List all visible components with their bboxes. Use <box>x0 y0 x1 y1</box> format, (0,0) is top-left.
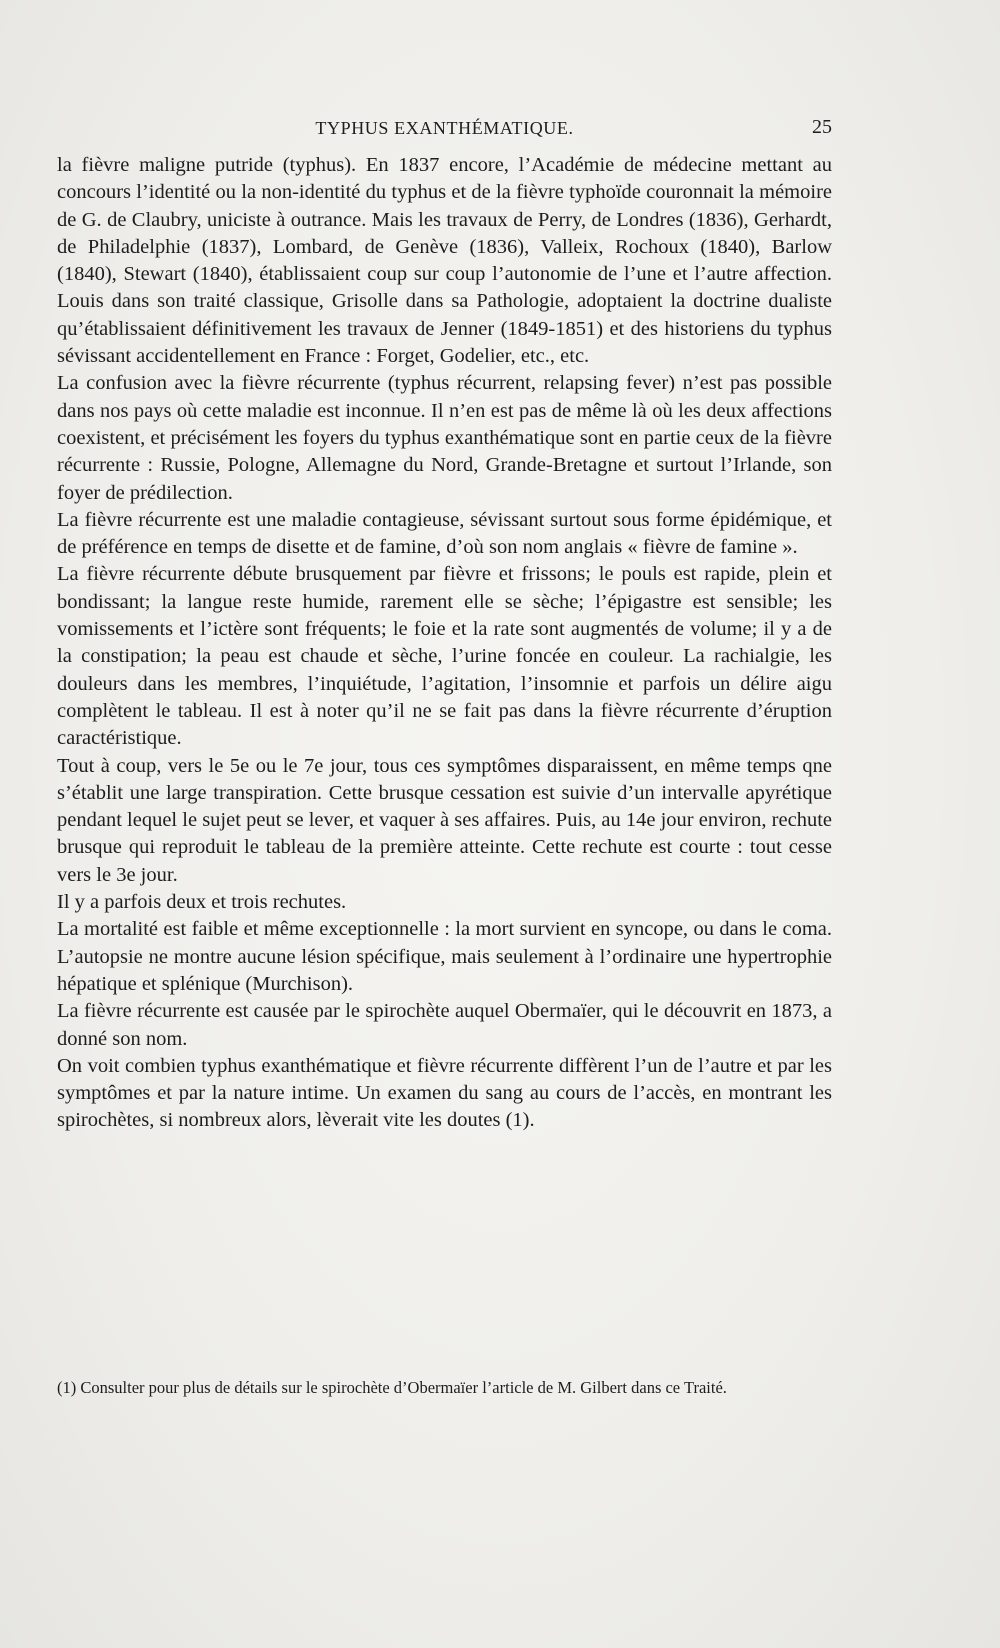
paragraph-3: La fièvre récurrente est une maladie contagieuse, sévissant surtout sous forme épidémique, et de préférence en temps de disette et de famine, d’où son nom anglais « fièvre de famine ». <box>57 508 832 559</box>
paragraph-4: La fièvre récurrente débute brusquement par fièvre et frissons; le pouls est rapide, plein et bondissant; la langue reste humide, rarement elle se sèche; l’épigastre est sensible; les vomissements et l’ictère sont fréquents; le foie et la rate sont augmentés de volume; il y a de la constipation; la peau est chaude et sèche, l’urine foncée en couleur. La rachialgie, les douleurs dans les membres, l’inquiétude, l’agitation, l’insomnie et parfois un délire aigu complètent le tableau. Il est à noter qu’il ne se fait pas dans la fièvre récurrente d’éruption caractéristique. <box>57 563 832 750</box>
paragraph-8: La fièvre récurrente est causée par le spirochète auquel Obermaïer, qui le découvrit en 1873, a donné son nom. <box>57 1000 832 1050</box>
paragraph-5: Tout à coup, vers le 5e ou le 7e jour, tous ces symptômes disparaissent, en même temps qne s’établit une large transpiration. Cette brusque cessation est suivie d’un intervalle apyrétique pendant lequel le sujet peut se lever, et vaquer à ses affaires. Puis, au 14e jour environ, rechute brusque qui reproduit le tableau de la première atteinte. Cette rechute est courte : tout cesse vers le 3e jour. <box>57 754 832 886</box>
paragraph-7: La mortalité est faible et même exceptionnelle : la mort survient en syncope, ou dans le coma. L’autopsie ne montre aucune lésion spécifique, mais seulement à l’ordinaire une hypertrophie hépatique et splénique (Murchison). <box>57 918 832 995</box>
footnote-1: (1) Consulter pour plus de détails sur le spirochète d’Obermaïer l’article de M. Gilbert dans ce Traité. <box>57 1378 727 1397</box>
paragraph-2: La confusion avec la fièvre récurrente (typhus récurrent, relapsing fever) n’est pas possible dans nos pays où cette maladie est inconnue. Il n’en est pas de même là où les deux affections coexistent, et précisément les foyers du typhus exanthématique sont en partie ceux de la fièvre récurrente : Russie, Pologne, Allemagne du Nord, Grande-Bretagne et surtout l’Irlande, son foyer de prédilection. <box>57 372 832 504</box>
running-head: TYPHUS EXANTHÉMATIQUE. <box>315 118 574 138</box>
page-number: 25 <box>812 116 832 138</box>
page-header <box>57 116 832 144</box>
body-text <box>57 152 832 1135</box>
paragraph-1: la fièvre maligne putride (typhus). En 1837 encore, l’Académie de médecine mettant au concours l’identité ou la non-identité du typhus et de la fièvre typhoïde couronnait la mémoire de G. de Claubry, uniciste à outrance. Mais les travaux de Perry, de Londres (1836), Gerhardt, de Philadelphie (1837), Lombard, de Genève (1836), Valleix, Rochoux (1840), Barlow (1840), Stewart (1840), établissaient coup sur coup l’autonomie de l’une et l’autre affection. Louis dans son traité classique, Grisolle dans sa Pathologie, adoptaient la doctrine dualiste qu’établissaient définitivement les travaux de Jenner (1849-1851) et des historiens du typhus sévissant accidentellement en France : Forget, Godelier, etc., etc. <box>57 154 832 368</box>
paragraph-9: On voit combien typhus exanthématique et fièvre récurrente diffèrent l’un de l’autre et par les symptômes et par la nature intime. Un examen du sang au cours de l’accès, en montrant les spirochètes, si nombreux alors, lèverait vite les doutes (1). <box>57 1054 832 1132</box>
footnotes <box>57 1378 832 1398</box>
paragraph-6: Il y a parfois deux et trois rechutes. <box>57 891 347 914</box>
